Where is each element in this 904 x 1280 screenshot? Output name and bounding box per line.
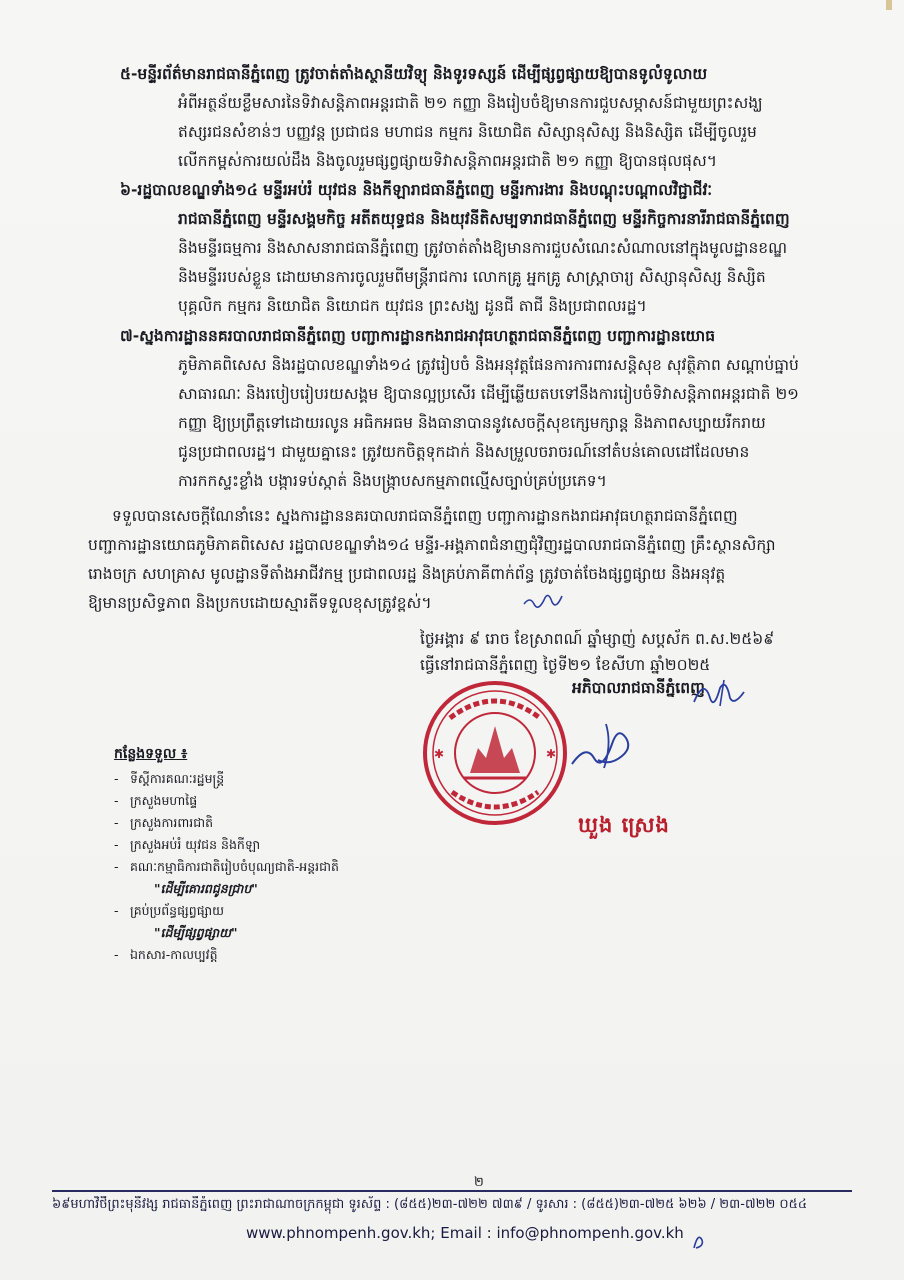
cc-list-item xyxy=(114,944,414,966)
cc-list-item-text: "ដើម្បីផ្សព្វផ្សាយ" xyxy=(154,925,238,940)
cc-bullet: - xyxy=(114,903,119,918)
item-7-line-1: ៧-ស្នងការដ្ឋាននគរបាលរាជធានីភ្នំពេញ បញ្ជាការដ្ឋានកងរាជអាវុធហត្ថរាជធានីភ្នំពេញ បញ្ជាការដ្ឋានយោធ xyxy=(120,327,716,345)
signature-top xyxy=(690,672,750,712)
date-solar: ធ្វើនៅរាជធានីភ្នំពេញ ថ្ងៃទី២១ ខែសីហា ឆ្នាំ២០២៥ xyxy=(420,656,711,674)
item-5-line-3: ឥស្សរជនសំខាន់ៗ បញ្ញវន្ត ប្រជាជន មហាជន កម្មករ និយោជិត សិស្សានុសិស្ស និងនិស្សិត ដើម្បីចូលរួម xyxy=(178,123,757,141)
page-number: ២ xyxy=(474,1175,484,1190)
corner-mark xyxy=(886,0,892,10)
cc-list-item xyxy=(114,900,414,922)
cc-list-item xyxy=(114,834,414,856)
cc-list-item xyxy=(114,790,414,812)
cc-list-item xyxy=(114,878,414,900)
signature-main xyxy=(566,714,646,784)
cc-list-item xyxy=(114,812,414,834)
cc-list-item-text: ក្រសួងអប់រំ យុវជន និងកីឡា xyxy=(130,837,261,852)
footer-address: ៦៩មហាវិថីព្រះមុនីវង្ស រាជធានីភ្នំពេញ ព្រះរាជាណាចក្រកម្ពុជា ទូរស័ព្ទ : (៨៥៥)២៣-៧២២ ៧៣៩ / ទូរសារ : (៨៥៥)២៣-៧២៥ ៦២៦ / ២៣-៧២២ ០៥៤ xyxy=(52,1197,808,1212)
date-lunar: ថ្ងៃអង្គារ ៩ រោច ខែស្រាពណ៍ ឆ្នាំម្សាញ់ សប្តស័ក ព.ស.២៥៦៩ xyxy=(420,630,775,648)
item-6-line-2: រាជធានីភ្នំពេញ មន្ទីរសង្គមកិច្ច អតីតយុទ្ធជន និងយុវនីតិសម្បទារាជធានីភ្នំពេញ មន្ទីរកិច្ចការនារីរាជធានីភ្នំពេញ xyxy=(178,210,790,228)
item-7-line-4: កញ្ញា ឱ្យប្រព្រឹត្តទៅដោយរលូន អធិកអធម និងធានាបាននូវសេចក្តីសុខក្សេមក្សាន្ត និងភាពសប្បាយរីករាយ xyxy=(178,414,766,432)
cc-list xyxy=(114,768,414,966)
footer-contact: www.phnompenh.gov.kh; Email : info@phnompenh.gov.kh xyxy=(246,1224,684,1242)
cc-bullet: - xyxy=(114,947,119,962)
signer-name: ឃួង ស្រេង xyxy=(578,813,670,837)
item-7-line-3: សាធារណៈ និងរបៀបរៀបរយសង្គម ឱ្យបានល្អប្រសើរ ដើម្បីឆ្លើយតបទៅនឹងការរៀបចំទិវាសន្តិភាពអន្តរជាតិ ២១ xyxy=(178,385,799,403)
item-7-line-2: ភូមិភាគពិសេស និងរដ្ឋបាលខណ្ឌទាំង១៤ ត្រូវរៀបចំ និងអនុវត្តផែនការការពារសន្តិសុខ សុវត្ថិភាព សណ្តាប់ធ្នាប់ xyxy=(178,356,799,374)
cc-bullet: - xyxy=(114,793,119,808)
date-block xyxy=(420,626,860,678)
svg-text:✱: ✱ xyxy=(546,747,557,761)
cc-bullet: - xyxy=(114,837,119,852)
cc-title: កន្លែងទទួល ៖ xyxy=(114,746,188,762)
cc-list-item-text: ទីស្តីការគណៈរដ្ឋមន្ត្រី xyxy=(130,771,225,786)
cc-list-item-text: ក្រសួងការពារជាតិ xyxy=(130,815,214,830)
closing-line-2: បញ្ជាការដ្ឋានយោធភូមិភាគពិសេស រដ្ឋបាលខណ្ឌទាំង១៤ មន្ទីរ-អង្គភាពជំនាញជុំវិញរដ្ឋបាលរាជធានីភ្នំពេញ គ្រឹះស្ថានសិក្សា xyxy=(88,536,776,554)
cc-list-item-text: គ្រប់ប្រព័ន្ធផ្សព្វផ្សាយ xyxy=(130,903,225,918)
cc-bullet: - xyxy=(114,771,119,786)
item-5 xyxy=(120,60,836,176)
official-seal-icon xyxy=(420,678,570,828)
closing-line-4: ឱ្យមានប្រសិទ្ធភាព និងប្រកបដោយស្មារតីទទួលខុសត្រូវខ្ពស់។ xyxy=(88,594,432,612)
cc-bullet: - xyxy=(114,815,119,830)
item-7 xyxy=(120,322,836,496)
item-6-line-4: និងមន្ទីររបស់ខ្លួន ដោយមានការចូលរួមពីមន្ត្រីរាជការ លោកគ្រូ អ្នកគ្រូ សាស្ត្រាចារ្យ សិស្សានុសិស្ស និស្សិត xyxy=(178,268,766,286)
cc-list-item xyxy=(114,768,414,790)
item-5-line-1: ៥-មន្ទីរព័ត៌មានរាជធានីភ្នំពេញ ត្រូវចាត់តាំងស្ថានីយវិទ្យុ និងទូរទស្សន៍ ដើម្បីផ្សព្វផ្សាយឱ្យបានទូលំទូលាយ xyxy=(120,65,708,83)
cc-list-item-text: ឯកសារ-កាលប្បវត្តិ xyxy=(130,947,218,962)
closing-line-3: រោងចក្រ សហគ្រាស មូលដ្ឋានទីតាំងអាជីវកម្ម ប្រជាពលរដ្ឋ និងគ្រប់ភាគីពាក់ព័ន្ធ ត្រូវចាត់ចែងផ្សព្វផ្សាយ និងអនុវត្ត xyxy=(88,565,726,583)
item-6-line-5: បុគ្គលិក កម្មករ និយោជិត និយោជក យុវជន ព្រះសង្ឃ ដូនជី តាជី និងប្រជាពលរដ្ឋ។ xyxy=(178,297,647,315)
cc-bullet: - xyxy=(114,859,119,874)
item-5-line-4: លើកកម្ពស់ការយល់ដឹង និងចូលរួមផ្សព្វផ្សាយទិវាសន្តិភាពអន្តរជាតិ ២១ កញ្ញា ឱ្យបានផុលផុស។ xyxy=(178,152,717,170)
footer-rule xyxy=(52,1190,852,1192)
initials-mark xyxy=(522,588,572,612)
item-6-line-1: ៦-រដ្ឋបាលខណ្ឌទាំង១៤ មន្ទីរអប់រំ យុវជន និងកីឡារាជធានីភ្នំពេញ មន្ទីរការងារ និងបណ្តុះបណ្តាលវិជ្ជាជីវៈ xyxy=(120,181,713,199)
footer-initials-mark xyxy=(690,1228,706,1252)
item-5-line-2: អំពីអត្ថន័យខ្លឹមសារនៃទិវាសន្តិភាពអន្តរជាតិ ២១ កញ្ញា និងរៀបចំឱ្យមានការជួបសម្ភាសន៍ជាមួយព្រះសង្ឃ xyxy=(178,94,763,112)
item-6 xyxy=(120,176,836,321)
item-7-line-6: ការកកស្ទះខ្លាំង បង្ការទប់ស្កាត់ និងបង្ក្រាបសកម្មភាពល្មើសច្បាប់គ្រប់ប្រភេទ។ xyxy=(178,472,607,490)
closing-line-1: ទទួលបានសេចក្តីណែនាំនេះ ស្នងការដ្ឋាននគរបាលរាជធានីភ្នំពេញ បញ្ជាការដ្ឋានកងរាជអាវុធហត្ថរាជធានីភ្នំពេញ xyxy=(112,507,738,525)
item-6-line-3: និងមន្ទីរធម្មការ និងសាសនារាជធានីភ្នំពេញ ត្រូវចាត់តាំងឱ្យមានការជួបសំណេះសំណាលនៅក្នុងមូលដ្ឋានខណ្ឌ xyxy=(178,239,788,257)
closing-paragraph xyxy=(88,502,838,618)
cc-list-item-text: ក្រសួងមហាផ្ទៃ xyxy=(130,793,198,808)
cc-list-item-text: "ដើម្បីគោរពជូនជ្រាប" xyxy=(154,881,258,896)
signer-title: អភិបាលរាជធានីភ្នំពេញ xyxy=(572,679,705,697)
svg-text:✱: ✱ xyxy=(434,747,445,761)
cc-list-item xyxy=(114,856,414,878)
cc-list-item-text: គណៈកម្មាធិការជាតិរៀបចំបុណ្យជាតិ-អន្តរជាតិ xyxy=(130,859,339,874)
item-7-line-5: ជូនប្រជាពលរដ្ឋ។ ជាមួយគ្នានេះ ត្រូវយកចិត្តទុកដាក់ និងសម្រួលចរាចរណ៍នៅតំបន់គោលដៅដែលមាន xyxy=(178,443,750,461)
cc-list-item xyxy=(114,922,414,944)
